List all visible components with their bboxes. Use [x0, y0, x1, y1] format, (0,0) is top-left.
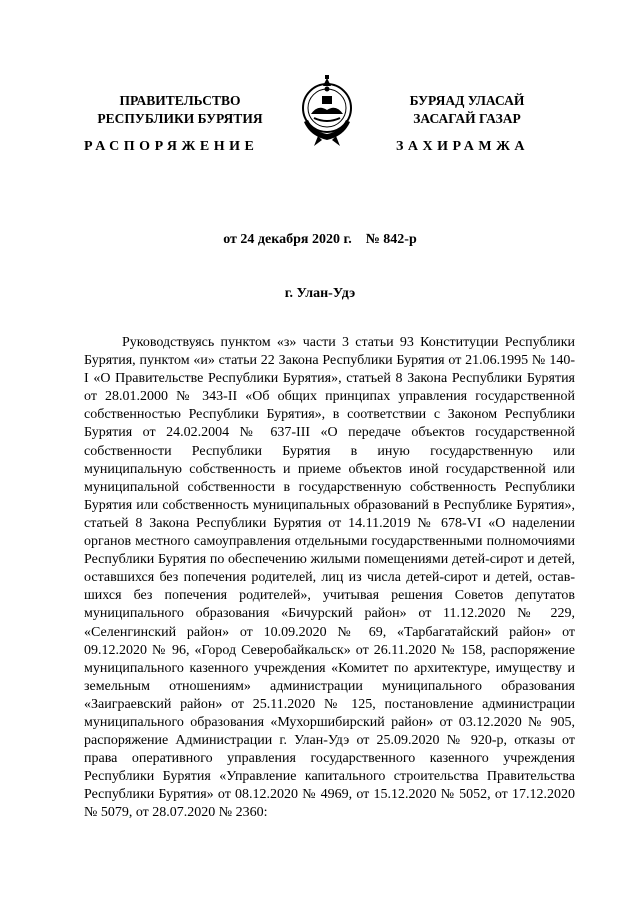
header-right-line2: ЗАСАГАЙ ГАЗАР [413, 111, 521, 126]
header-right-line1: БУРЯАД УЛАСАЙ [409, 93, 525, 108]
document-number: № 842-р [365, 232, 417, 247]
header-right [362, 92, 572, 128]
document-city: г. Улан-Удэ [284, 286, 356, 301]
body-paragraph: Руководствуясь пунктом «з» части 3 статьи 93 Конституции Республики Бурятия, пунктом «и» статьи 22 Закона Республики Бурятия от 21.06.1995 № 140-I «О Правительстве Республики Бурятия», статьей 8 Закона Республики Бурятия от 28.01.2000 № 343-II «Об общих принципах управления государственной собственностью Республики Бурятия», в соответствии с Законом Республики Бурятия от 24.02.2004 № 637-III «О передаче объектов государственной собственности Республики Бурятия в иную государственную или муниципальную собственность и приеме объектов иной государственной или муниципальной собственности в государственную собственность Республики Бурятия или собственность муниципальных образований в Республике Бурятия», статьей 8 Закона Республики Бурятия от 14.11.2019 № 678-VI «О наделении органов местного самоуправления отдельными государственными полномочиями Республики Бурятия по обеспечению жилыми помещениями детей-сирот и детей, оставшихся без попечения родителей, лиц из числа детей-сирот и детей, оставшихся без попечения родителей», учитывая решения Советов депутатов муниципального образования «Бичурский район» от 11.12.2020 № 229, «Селенгинский район» от 10.09.2020 № 69, «Тарбагатайский район» от 09.12.2020 № 96, «Город Северобайкальск» от 26.11.2020 № 158, распоряжение муниципального казенного учреждения «Комитет по архитектуре, имуществу и земельным отношениям» администрации муниципального образования «Заиграевский район» от 25.11.2020 № 125, постановление администрации муниципального образования «Мухоршибирский район» от 03.12.2020 № 905, распоряжение Администрации г. Улан-Удэ от 25.09.2020 № 920-р, отказы от права оперативного управления государственного казенного учреждения Республики Бурятия «Управление капитального строительства Правительства Республики Бурятия» от 08.12.2020 № 4969, от 15.12.2020 № 5052, от 17.12.2020 № 5079, от 28.07.2020 № 2360: [84, 335, 575, 821]
coat-of-arms-emblem-icon [298, 74, 356, 148]
header-left-line2: РЕСПУБЛИКИ БУРЯТИЯ [97, 111, 263, 126]
header-left-line1: ПРАВИТЕЛЬСТВО [119, 93, 241, 108]
doc-type-russian: РАСПОРЯЖЕНИЕ [84, 139, 259, 154]
doc-type-buryat: ЗАХИРАМЖА [396, 139, 530, 154]
header-left [70, 92, 290, 128]
document-date: от 24 декабря 2020 г. [223, 232, 352, 247]
date-number-line [0, 232, 640, 248]
